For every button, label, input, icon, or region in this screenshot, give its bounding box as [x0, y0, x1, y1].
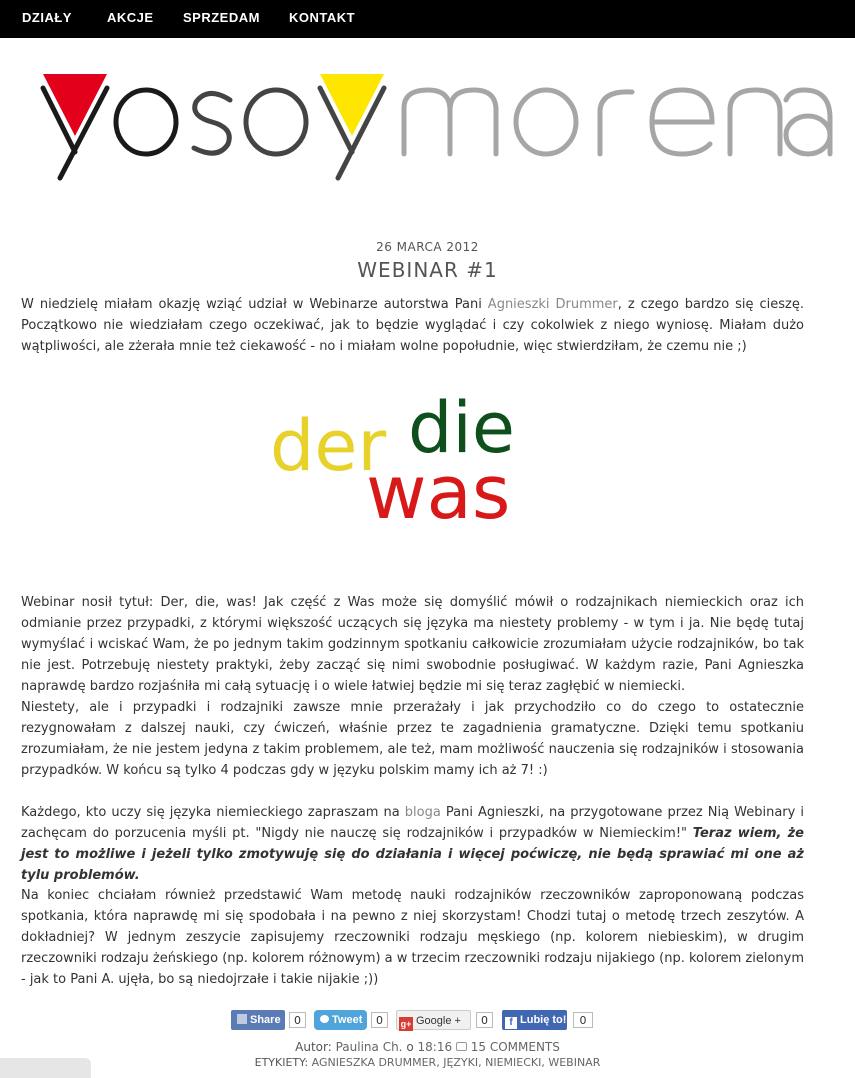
post-author-line: Autor: Paulina Ch. o 18:16 15 COMMENTS — [295, 1040, 560, 1054]
image-word-die: die — [408, 387, 515, 469]
image-word-was: was — [366, 450, 511, 536]
nav-item-kontakt[interactable]: KONTAKT — [289, 10, 356, 25]
google-plus-button[interactable]: g+ Google + — [396, 1010, 471, 1030]
nav-item-sprzedam[interactable]: SPRZEDAM — [183, 10, 260, 25]
google-plus-icon: g+ — [400, 1019, 412, 1029]
facebook-share-button[interactable]: Share — [231, 1010, 285, 1030]
bold-statement: Teraz wiem, że jest to możliwe i jeżeli tylko zmotywuję się do działania i więcej poćwiczę, nie będą sprawiać mi one aż tylu problemów. — [21, 826, 804, 883]
author-link[interactable]: Paulina Ch. — [335, 1040, 403, 1054]
post-labels-links[interactable]: AGNIESZKA DRUMMER, JĘZYKI, NIEMIECKI, WEBINAR — [311, 1056, 601, 1069]
image-word-der: der — [270, 405, 387, 487]
post-paragraph-2: Webinar nosił tytuł: Der, die, was! Jak część z Was może się domyślić mówił o rodzajnikach niemieckich oraz ich odmianie przez przypadki, z którymi większość uczących się języka ma niestety problemy - w tym i ja. Nie będę tutaj wymyślać i wciskać Wam, że po jednym takim godzinnym spotkaniu całkowicie zrozumiałam użycie rodzajników, bo tak nie jest. Potrzebuję niestety praktyki, żeby zacząć się nimi swobodnie posługiwać. W każdym razie, Pani Agnieszka naprawdę bardzo rozjaśniła mi całą sytuację i o wiele łatwiej będzie mi się teraz zagłębić w niemiecki. — [21, 595, 804, 694]
nav-item-akcje[interactable]: AKCJE — [107, 10, 154, 25]
post-paragraph-intro: W niedzielę miałam okazję wziąć udział w Webinarze autorstwa Pani Agnieszki Drummer, z czego bardzo się cieszę. Początkowo nie wiedziałam czego oczekiwać, jak to będzie wyglądać i czy cokolwiek z niego wyniosę. Miałam dużo wątpliwości, ale zżerała mnie też ciekawość - no i miałam wolne popołudnie, więc stwierdziłam, że czemu nie ;) — [21, 297, 804, 354]
post-paragraph-5: Na koniec chciałam również przedstawić Wam metodę nauki rodzajników rzeczowników zaproponowaną podczas spotkania, która naprawdę mi się spodobała i na pewno z niej skorzystam! Chodzi tutaj o metodę trzech zeszytów. A dokładniej? W jednym zeszycie zapisujemy rzeczowniki rodzaju męskiego (np. kolorem niebieskim), w drugim rzeczowniki rodzaju żeńskiego (np. kolorem różnowym) a w trzecim rzeczowniki rodzaju nijakiego (np. kolorem zielonym - jak to Pani A. ujęła, bo są niedojrzałe i takie nijakie ;)) — [21, 888, 805, 987]
like-count: 0 — [573, 1012, 593, 1028]
post-paragraph-4: Każdego, kto uczy się języka niemieckiego zapraszam na bloga Pani Agnieszki, na przygotowane przez Nią Webinary i zachęcam do porzucenia myśli pt. "Nigdy nie nauczę się rodzajników i przypadków w Niemieckim!" Teraz wiem, że jest to możliwe i jeżeli tylko zmotywuję się do działania i więcej poćwiczę, nie będą sprawiać mi one aż tylu problemów. — [21, 805, 805, 883]
site-logo[interactable] — [0, 60, 855, 190]
tweet-count: 0 — [371, 1012, 388, 1028]
link-agnieszka-drummer[interactable]: Agnieszki Drummer — [487, 297, 618, 312]
post-title[interactable]: WEBINAR #1 — [357, 258, 498, 282]
nav-item-dzialy[interactable]: DZIAŁY — [22, 10, 72, 25]
facebook-f-icon: f — [505, 1017, 517, 1029]
facebook-like-button[interactable]: f Lubię to! — [502, 1010, 567, 1030]
der-die-was-image — [262, 382, 562, 542]
tweet-button[interactable]: Tweet — [314, 1010, 367, 1030]
logo-graphic — [0, 60, 855, 190]
top-navigation-bar — [0, 0, 855, 38]
social-share-bar — [231, 1010, 595, 1032]
post-date: 26 MARCA 2012 — [376, 240, 479, 254]
post-paragraph-3: Niestety, ale i przypadki i rodzajniki zawsze mnie przerażały i jak przychodziło co do czego to ostatecznie rezygnowałam z dalszej nauki, czy ćwiczeń, właśnie przez te zagadnienia gramatyczne. Dzięki temu spotkaniu zrozumiałam, że nie jestem jedyna z takim problemem, ale też, mam możliwość nauczenia się rodzajników i stosowania przypadków. W końcu są tylko 4 podczas gdy w języku polskim mamy ich aż 7! :) — [21, 700, 804, 778]
post-labels-line: ETYKIETY: AGNIESZKA DRUMMER, JĘZYKI, NIEMIECKI, WEBINAR — [254, 1056, 601, 1069]
bottom-left-widget-tab[interactable] — [0, 1058, 91, 1078]
twitter-bird-icon — [320, 1015, 329, 1023]
facebook-icon — [237, 1014, 247, 1024]
comments-link[interactable]: 15 COMMENTS — [470, 1040, 560, 1054]
google-plus-count: 0 — [476, 1012, 493, 1028]
post-time-link[interactable]: 18:16 — [417, 1040, 453, 1054]
link-bloga[interactable]: bloga — [404, 805, 441, 820]
share-count: 0 — [289, 1012, 306, 1028]
comment-icon — [456, 1042, 467, 1051]
